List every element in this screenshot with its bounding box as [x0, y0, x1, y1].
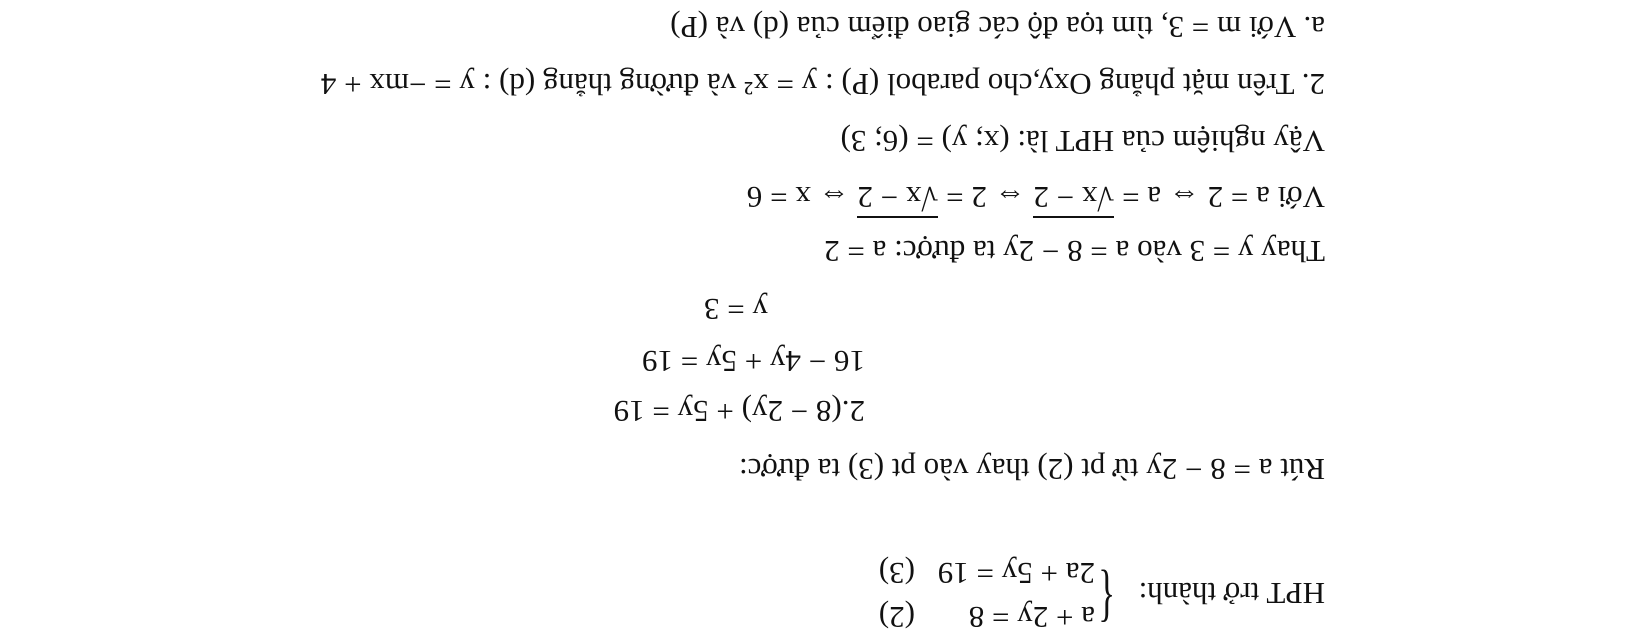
step-2: 16 − 4y + 5y = 19	[642, 344, 865, 379]
system-eq1-tag: (2)	[878, 600, 915, 635]
question-2a: a. Với m = 3, tìm tọa độ các giao điểm của (d) và (P)	[670, 10, 1325, 45]
hpt-intro: HPT trở thành:	[1138, 576, 1325, 611]
question-2: 2. Trên mặt phẳng Oxy,cho parabol (P) : y = x² và đường thẳng (d) : y = −mx + 4	[320, 67, 1325, 102]
system-eq1: a + 2y = 8	[968, 600, 1095, 635]
step-1: 2.(8 − 2y) + 5y = 19	[613, 394, 865, 429]
substitute-y: Thay y = 3 vào a = 8 − 2y ta được: a = 2	[824, 234, 1325, 269]
with-a-line: Với a = 2 ⇔ a = √x − 2 ⇔ 2 = √x − 2 ⇔ x = 6	[747, 182, 1325, 213]
system-eq2: 2a + 5y = 19	[937, 556, 1095, 591]
system-eq2-tag: (3)	[878, 556, 915, 591]
sqrt-expr-2: √x − 2	[857, 180, 938, 218]
sqrt-expr-1: √x − 2	[1033, 180, 1114, 218]
system-brace: {	[1098, 564, 1116, 635]
substitution-text: Rút a = 8 − 2y từ pt (2) thay vào pt (3) ta được:	[738, 452, 1325, 487]
step-3: y = 3	[704, 292, 768, 327]
solution-line: Vậy nghiệm của HPT là: (x; y) = (6; 3)	[840, 124, 1325, 159]
